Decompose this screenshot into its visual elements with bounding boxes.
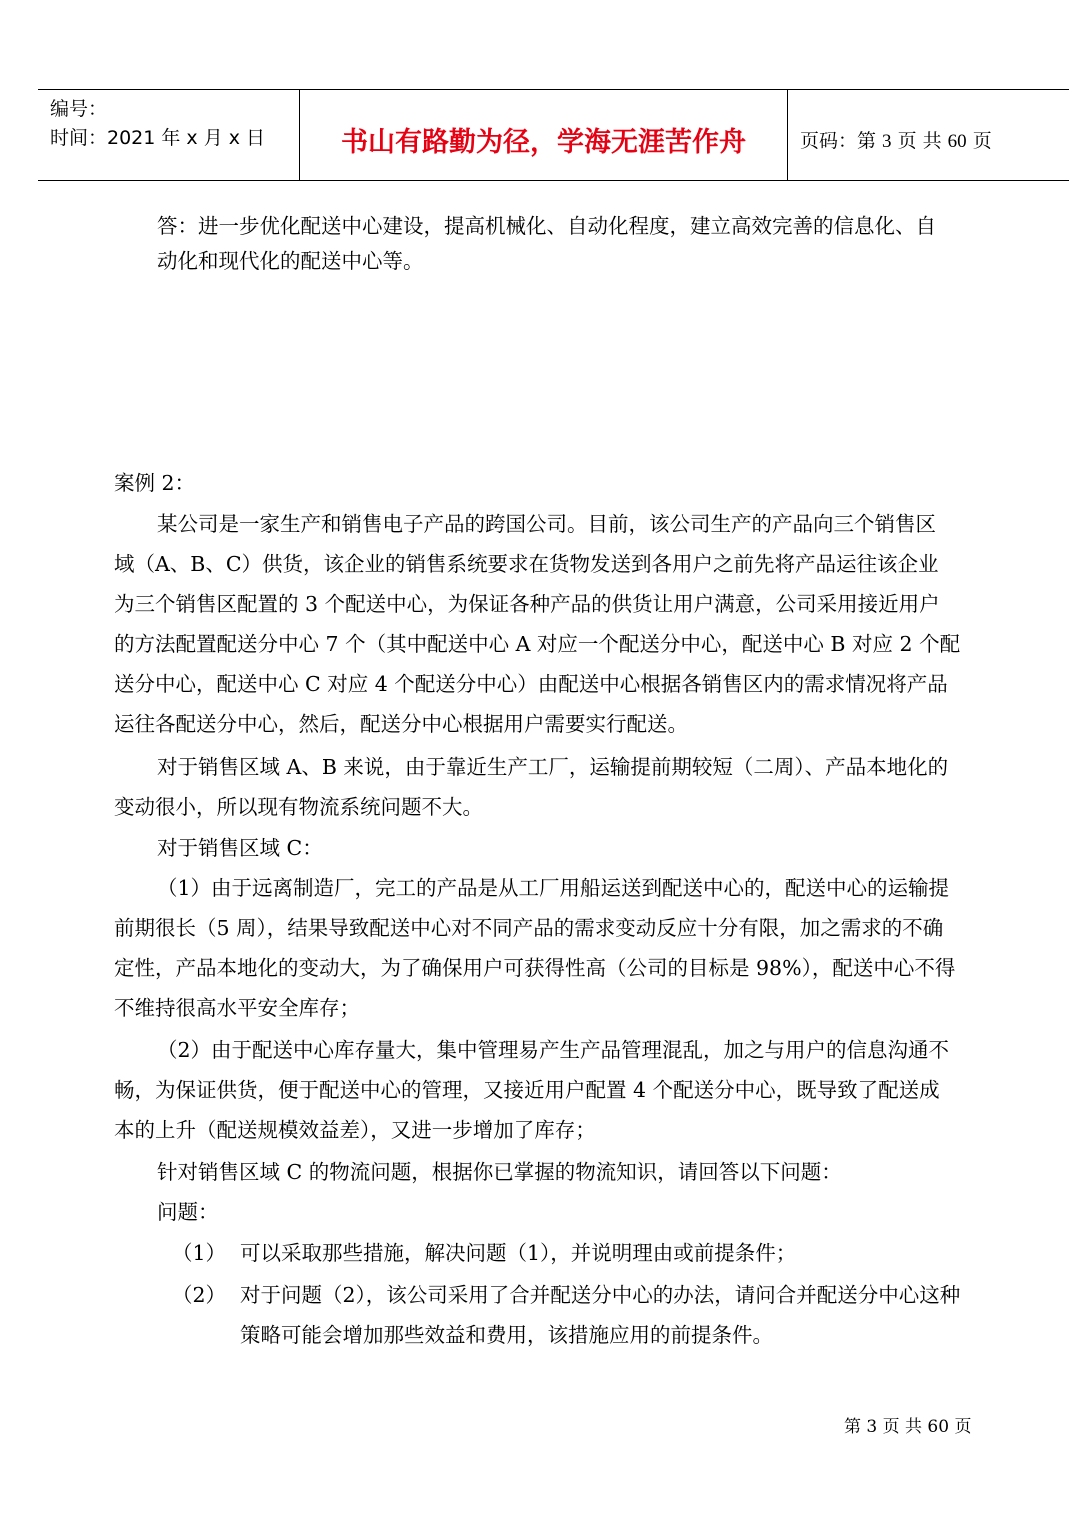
para2-line-2: 变动很小，所以现有物流系统问题不大。 — [114, 795, 483, 819]
question-2-line-1: 对于问题（2），该公司采用了合并配送分中心的办法，请问合并配送分中心这种 — [240, 1283, 961, 1307]
time-label: 时间：2021 年 x 月 x 日 — [50, 127, 266, 149]
item1-line-1: （1）由于远离制造厂，完工的产品是从工厂用船运送到配送中心的，配送中心的运输提 — [157, 876, 950, 900]
header-meta-cell — [38, 90, 300, 180]
item2-line-2: 畅，为保证供货，便于配送中心的管理，又接近用户配置 4 个配送分中心，既导致了配送成 — [114, 1078, 940, 1102]
serial-number-label: 编号： — [50, 98, 108, 120]
para1-line-3: 为三个销售区配置的 3 个配送中心，为保证各种产品的供货让用户满意，公司采用接近用户 — [114, 592, 940, 616]
answer-line-2: 动化和现代化的配送中心等。 — [157, 249, 424, 273]
item2-line-3: 本的上升（配送规模效益差），又进一步增加了库存； — [114, 1118, 596, 1142]
para1-line-2: 域（A、B、C）供货，该企业的销售系统要求在货物发送到各用户之前先将产品运往该企业 — [114, 552, 939, 576]
answer-line-1: 答：进一步优化配送中心建设，提高机械化、自动化程度，建立高效完善的信息化、自 — [157, 214, 936, 238]
page-code-current: 3 — [882, 131, 892, 152]
page-code-suffix: 页 — [966, 130, 992, 152]
item1-line-4: 不维持很高水平安全库存； — [114, 996, 360, 1020]
item2-line-1: （2）由于配送中心库存量大，集中管理易产生产品管理混乱，加之与用户的信息沟通不 — [157, 1038, 950, 1062]
question-1-text: 可以采取那些措施，解决问题（1），并说明理由或前提条件； — [240, 1241, 797, 1265]
question-1-number: （1） — [172, 1241, 227, 1265]
case-title: 案例 2： — [114, 471, 196, 495]
item1-line-2: 前期很长（5 周），结果导致配送中心对不同产品的需求变动反应十分有限，加之需求的不确 — [114, 916, 944, 940]
page-code — [800, 126, 992, 153]
question-2-number: （2） — [172, 1283, 227, 1307]
para1-line-1: 某公司是一家生产和销售电子产品的跨国公司。目前，该公司生产的产品向三个销售区 — [157, 512, 936, 536]
para4-line-1: 针对销售区域 C 的物流问题，根据你已掌握的物流知识，请回答以下问题： — [157, 1160, 842, 1184]
para3-line-1: 对于销售区域 C： — [157, 836, 323, 860]
page-footer: 第 3 页 共 60 页 — [844, 1417, 972, 1437]
header-motto-cell — [300, 90, 788, 180]
para1-line-6: 运往各配送分中心，然后，配送分中心根据用户需要实行配送。 — [114, 712, 688, 736]
question-2-line-2: 策略可能会增加那些效益和费用，该措施应用的前提条件。 — [240, 1323, 773, 1347]
para1-line-5: 送分中心，配送中心 C 对应 4 个配送分中心）由配送中心根据各销售区内的需求情况将产品 — [114, 672, 948, 696]
para1-line-4: 的方法配置配送分中心 7 个（其中配送中心 A 对应一个配送分中心，配送中心 B 对应 2 个配 — [114, 632, 961, 656]
page-code-mid: 页 共 — [891, 130, 948, 152]
para2-line-1: 对于销售区域 A、B 来说，由于靠近生产工厂，运输提前期较短（二周）、产品本地化的 — [157, 755, 949, 779]
motto: 书山有路勤为径，学海无涯苦作舟 — [341, 127, 746, 158]
item1-line-3: 定性，产品本地化的变动大，为了确保用户可获得性高（公司的目标是 98%），配送中心不得 — [114, 956, 956, 980]
page-code-prefix: 页码：第 — [800, 130, 883, 152]
page-code-total: 60 — [947, 131, 967, 152]
questions-title: 问题： — [157, 1200, 219, 1224]
page-header — [38, 89, 1069, 181]
header-page-cell — [788, 90, 1069, 180]
